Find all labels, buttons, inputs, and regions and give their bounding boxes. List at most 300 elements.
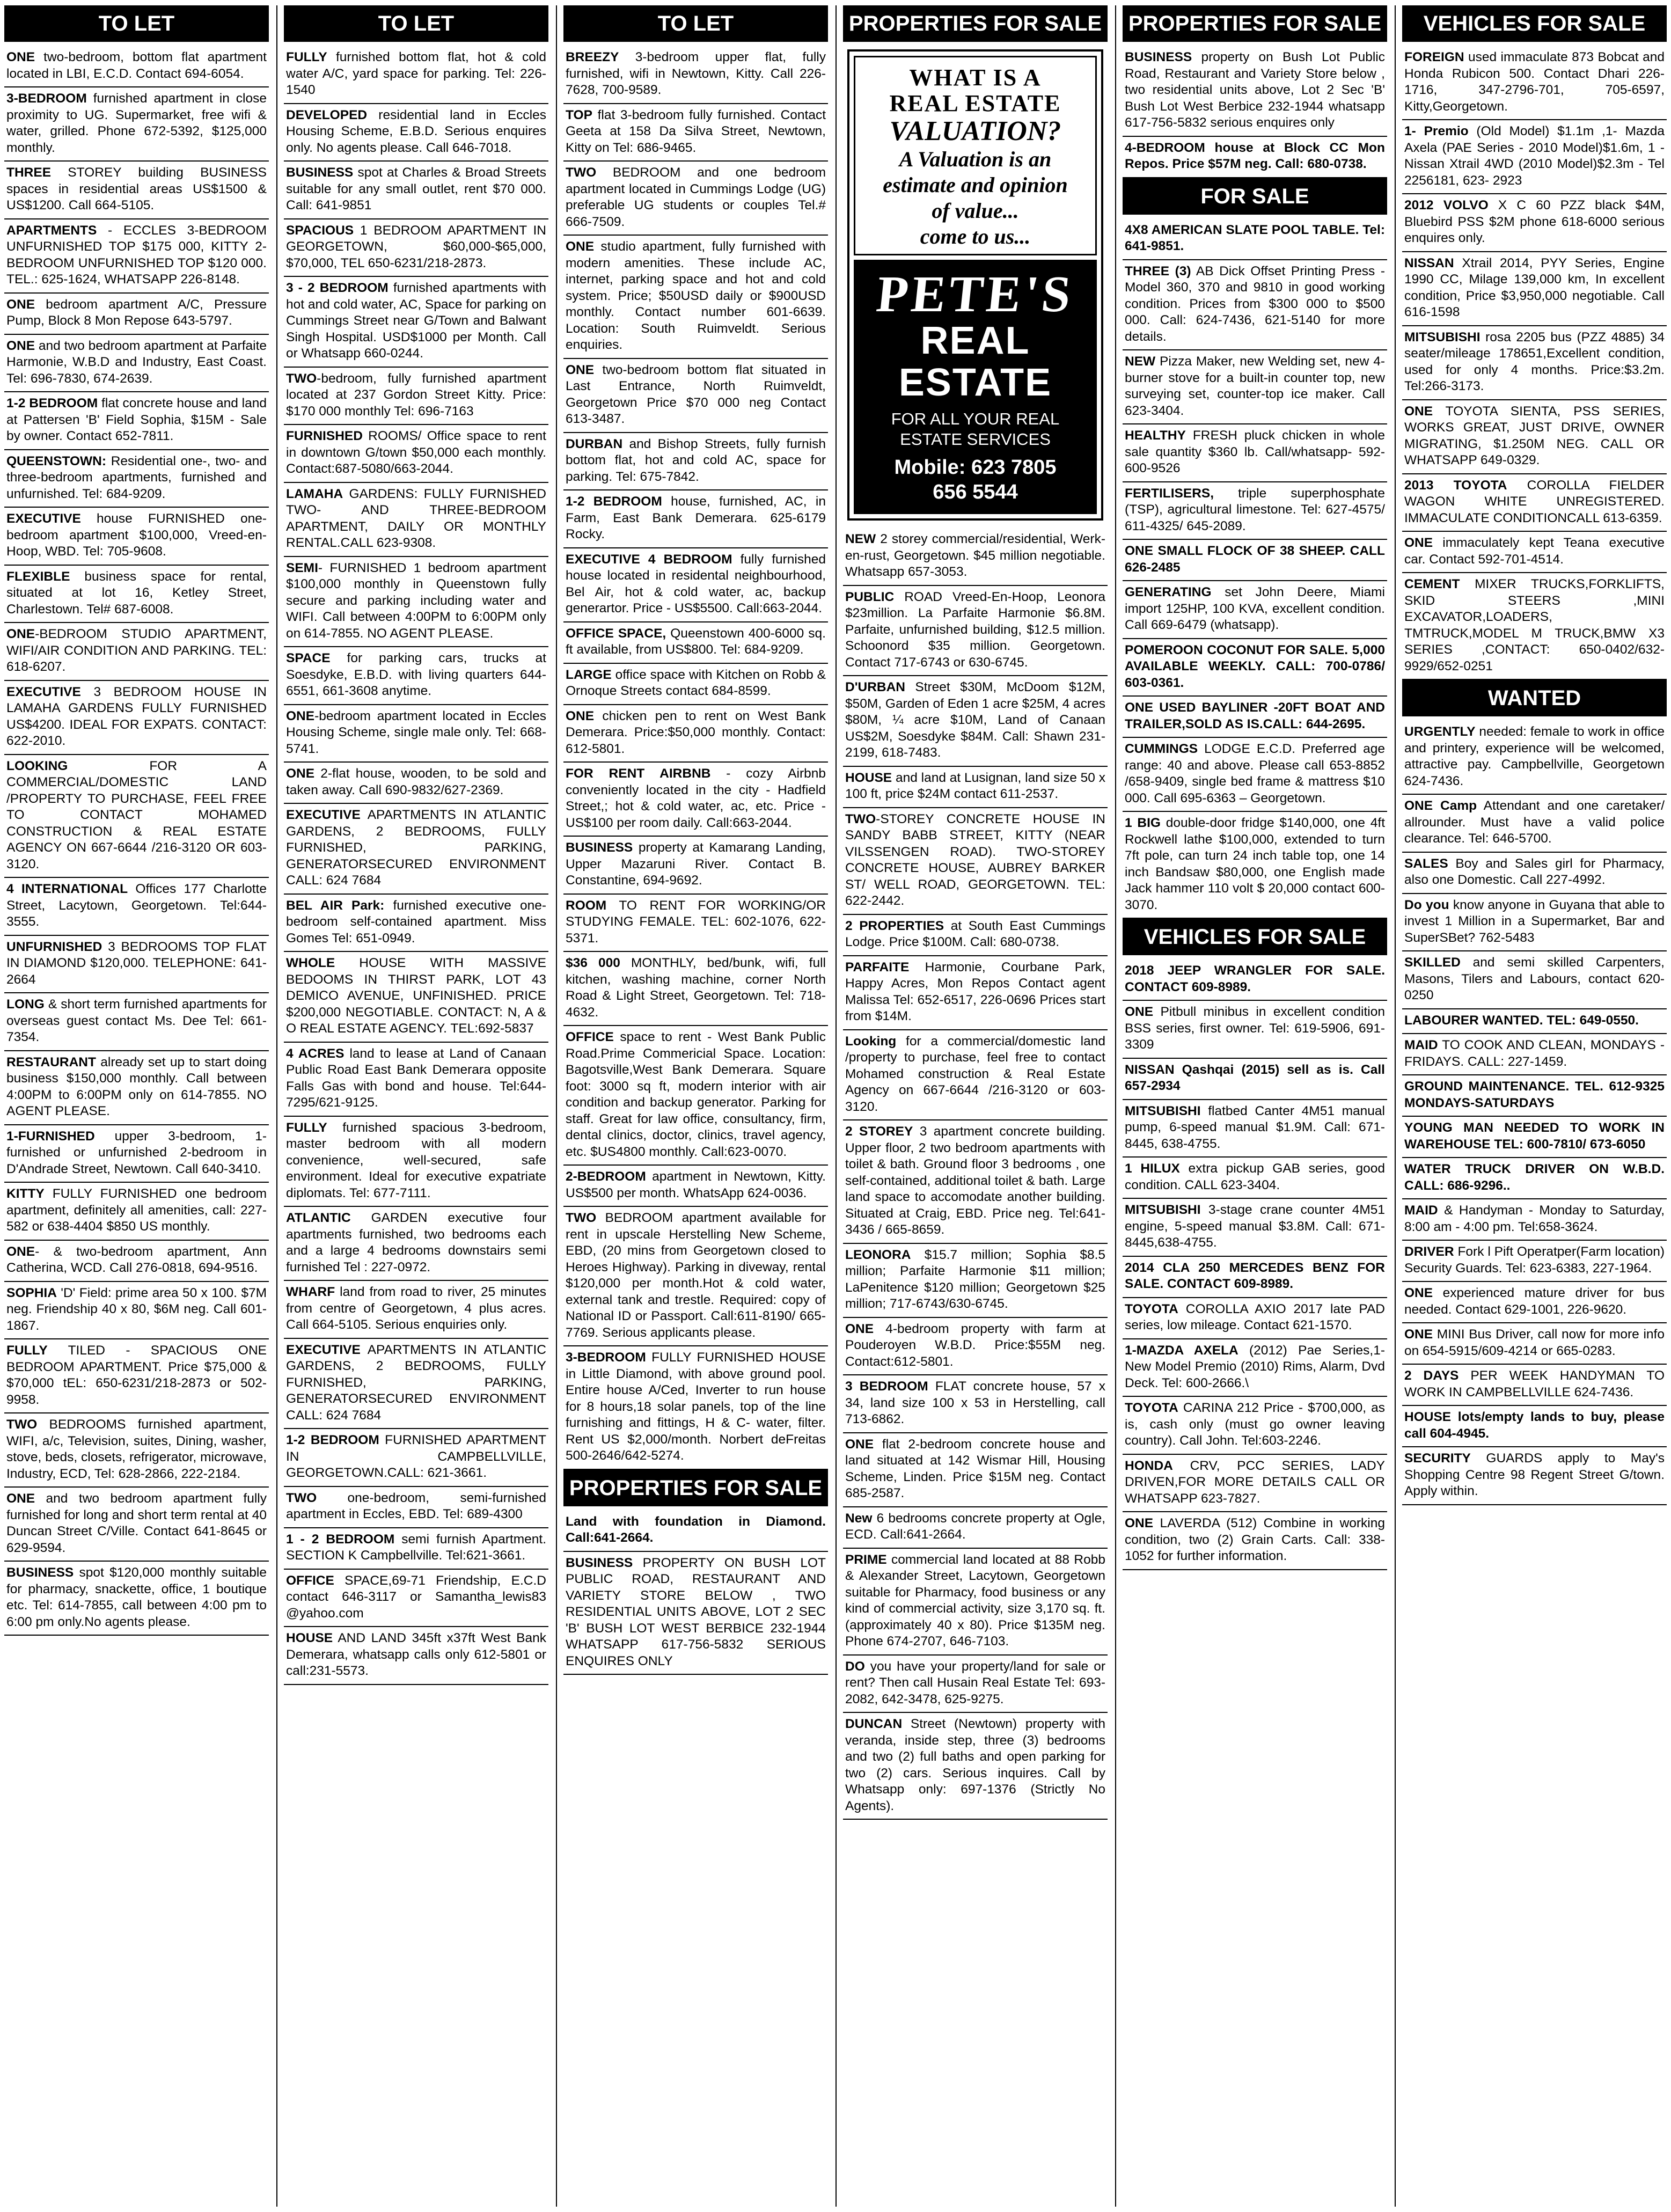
classified-ad bbox=[4, 878, 269, 936]
ad-lead: QUEENSTOWN: bbox=[6, 453, 107, 468]
column-2 bbox=[276, 5, 548, 2207]
ad-lead: TOYOTA bbox=[1125, 1401, 1178, 1415]
classified-ad bbox=[1123, 350, 1387, 424]
ad-lead: EXECUTIVE bbox=[6, 684, 81, 699]
classified-ad bbox=[563, 490, 828, 548]
ad-lead: GROUND MAINTENANCE. TEL. 612-9325 MONDAYS-SATURDAYS bbox=[1404, 1079, 1665, 1110]
section-header-for-sale: FOR SALE bbox=[1123, 178, 1387, 215]
classified-ad bbox=[563, 705, 828, 763]
ad-lead: FURNISHED bbox=[286, 429, 363, 443]
ad-text: Street (Newtown) property with veranda, inside step, three (3) bedrooms and two (2) full baths and open parking for two (2) cars. Serious inquires. Call by Whatsapp only: 697-1376 (Strictly No Agents). bbox=[845, 1717, 1105, 1813]
ad-lead: TWO bbox=[566, 1211, 597, 1225]
ad-text: Land with foundation in Diamond. Call:641-2664. bbox=[566, 1514, 826, 1545]
ad-lead: TWO bbox=[566, 165, 597, 180]
classified-ad bbox=[1123, 1001, 1387, 1059]
classified-ad bbox=[4, 87, 269, 162]
ad-lead: ONE USED BAYLINER -20FT BOAT AND TRAILER,SOLD AS IS.CALL: 644-2695. bbox=[1125, 700, 1385, 731]
section-header-properties-for-sale: PROPERTIES FOR SALE bbox=[1123, 5, 1387, 42]
ad-lead: 2 STOREY bbox=[845, 1124, 913, 1139]
ad-lead: TWO bbox=[845, 811, 876, 826]
ad-text: CARINA 212 Price - $700,000, as is, cash only (must go owner leaving country). Call John. Tel:603-2246. bbox=[1125, 1401, 1385, 1448]
section-header-to-let: TO LET bbox=[284, 5, 548, 42]
ad-lead: HONDA bbox=[1125, 1458, 1173, 1473]
ad-text: already set up to start doing business $150,000 monthly. Call between 4:00PM to 6:00PM only on 614-7855. NO AGENT PLEASE. bbox=[6, 1054, 267, 1118]
classified-ad bbox=[1402, 532, 1667, 573]
ad-lead: FOREIGN bbox=[1404, 50, 1464, 64]
petes-mobile: Mobile: 623 7805 bbox=[894, 456, 1057, 479]
ad-text: & short term furnished apartments for overseas guest contact Ms. Dee Tel: 661-7354. bbox=[6, 997, 267, 1044]
ad-lead: 2 PROPERTIES bbox=[845, 918, 944, 933]
ad-text: flat 3-bedroom fully furnished. Contact Geeta at 158 Da Silva Street, Newtown, Kitty on Tel: 686-9465. bbox=[566, 107, 826, 155]
ad-list bbox=[1402, 721, 1667, 2207]
ad-lead: HOUSE bbox=[286, 1631, 333, 1645]
ad-text: 4-bedroom property with farm at Pouderoyen W.B.D. Price:$55M neg. Contact:612-5801. bbox=[845, 1321, 1105, 1369]
classified-ad bbox=[284, 368, 548, 426]
ad-lead: 2018 JEEP WRANGLER FOR SALE. CONTACT 609-8989. bbox=[1125, 963, 1385, 994]
ad-lead: ONE bbox=[286, 708, 315, 723]
ad-lead: URGENTLY bbox=[1404, 724, 1476, 739]
ad-text: FURNISHED APARTMENT IN CAMPBELLVILLE, GEORGETOWN.CALL: 621-3661. bbox=[286, 1433, 546, 1480]
ad-text: SPACE,69-71 Friendship, E.C.D contact 646-3117 or Samantha_lewis83 @yahoo.com bbox=[286, 1573, 546, 1621]
ad-text: semi furnish Apartment. SECTION K Campbellville. Tel:621-3661. bbox=[286, 1532, 547, 1563]
classified-ad bbox=[1402, 1323, 1667, 1365]
ad-text: fully furnished house located in residental neighbourhood, Bel Air, hot & cold water, ac, backup generartor. Price - US$5500. Call:663-2044. bbox=[566, 552, 826, 616]
ad-lead: NEW bbox=[1125, 354, 1156, 369]
ad-lead: 1 HILUX bbox=[1125, 1161, 1180, 1176]
ad-lead: ONE bbox=[6, 50, 35, 64]
ad-text: you have your property/land for sale or rent? Then call Husain Real Estate Tel: 693-2082, 642-3478, 625-9275. bbox=[845, 1659, 1105, 1706]
ad-text: TILED - SPACIOUS ONE BEDROOM APARTMENT. Price $75,000 & $70,000 tEL: 650-6231/218-2873 or 502-9958. bbox=[6, 1343, 267, 1407]
ad-lead: PRIME bbox=[845, 1552, 887, 1567]
column-4 bbox=[836, 5, 1108, 2207]
classified-ad bbox=[284, 277, 548, 368]
classified-ad bbox=[4, 162, 269, 219]
classified-ad bbox=[1123, 1455, 1387, 1513]
ad-text: BEDROOM apartment available for rent in upscale Herstelling New Scheme, EBD, (20 mins from Georgetown closed to Heroes Highway). Parking in diveway, rental $120,000 per month.Hot & cold water, external tank and trestle. Required: copy of National ID or Passport. Call:611-8190/ 665-7769. Serious applicants please. bbox=[566, 1211, 826, 1340]
classified-ad bbox=[843, 1318, 1108, 1376]
ad-text: Offices 177 Charlotte Street, Lacytown, Georgetown. Tel:644-3555. bbox=[6, 882, 267, 929]
petes-brand-block bbox=[854, 260, 1097, 514]
classified-ad bbox=[4, 755, 269, 878]
ad-lead: 2014 CLA 250 MERCEDES BENZ FOR SALE. CONTACT 609-8989. bbox=[1125, 1260, 1385, 1291]
ad-lead: THREE bbox=[6, 165, 52, 180]
ad-text: Fork l Pift Operatper(Farm location) Security Guards. Tel: 623-6383, 227-1964. bbox=[1404, 1244, 1665, 1276]
ad-lead: 1-FURNISHED bbox=[6, 1129, 95, 1144]
ad-lead: CEMENT bbox=[1404, 577, 1460, 591]
ad-text: PER WEEK HANDYMAN TO WORK IN CAMPBELLVILLE 624-7436. bbox=[1404, 1368, 1665, 1400]
ad-text: experienced mature driver for bus needed. Contact 629-1001, 226-9620. bbox=[1404, 1286, 1665, 1317]
ad-lead: MAID bbox=[1404, 1038, 1438, 1052]
classified-ad bbox=[1402, 1365, 1667, 1406]
ad-lead: ONE bbox=[286, 766, 315, 781]
ad-text: TO COOK AND CLEAN, MONDAYS - FRIDAYS. CALL: 227-1459. bbox=[1404, 1038, 1665, 1069]
classified-ad bbox=[1402, 1009, 1667, 1035]
section-header-vehicles-for-sale: VEHICLES FOR SALE bbox=[1402, 5, 1667, 42]
classified-ad bbox=[1123, 1397, 1387, 1455]
ad-lead: WHARF bbox=[286, 1285, 335, 1299]
classified-ad bbox=[563, 622, 828, 664]
ad-lead: 2012 VOLVO bbox=[1404, 198, 1489, 213]
ad-text: office space with Kitchen on Robb & Ornoque Streets contact 684-8599. bbox=[566, 667, 826, 698]
ad-lead: BUSINESS bbox=[6, 1565, 74, 1580]
classified-ad bbox=[1123, 1257, 1387, 1298]
classified-ad bbox=[1123, 260, 1387, 351]
ad-lead: FULLY bbox=[286, 50, 327, 64]
ad-text: Harmonie, Courbane Park, Happy Acres, Mon Repos Contact agent Malissa Tel: 652-6517, 226-0696 Prices start from $14M. bbox=[845, 959, 1105, 1023]
ad-lead: SOPHIA bbox=[6, 1285, 57, 1300]
column-5 bbox=[1115, 5, 1387, 2207]
ad-list bbox=[1123, 219, 1387, 919]
ad-lead: ONE bbox=[6, 627, 35, 641]
classified-ad bbox=[1402, 400, 1667, 474]
ad-text: house FURNISHED one-bedroom apartment $100,000, Vreed-en-Hoop, WBD. Tel: 705-9608. bbox=[6, 511, 267, 559]
ad-text: property on Bush Lot Public Road, Restaurant and Variety Store below , two residential units above, Lot 2 Sec 'B' Bush Lot West Berbice 232-1944 whatsapp 617-756-5832 serious enquires only bbox=[1125, 50, 1385, 130]
ad-lead: ONE bbox=[6, 297, 35, 312]
ad-text: flatbed Canter 4M51 manual pump, 6-speed manual $1.9M. Call: 671-8445, 638-4755. bbox=[1125, 1103, 1385, 1151]
ad-text: MONTHLY, bed/bunk, wifi, full kitchen, washing machine, corner North Road & Light Street, Georgetown. Tel: 718-4632. bbox=[566, 956, 826, 1020]
petes-tagline: ESTATE SERVICES bbox=[900, 430, 1051, 449]
ad-text: -STOREY CONCRETE HOUSE IN SANDY BABB STREET, KITTY (NEAR VILSSENGEN ROAD). TWO-STOREY CONCRETE HOUSE, AUBREY BARKER ST/ WELL ROAD, GEORGETOWN. TEL: 622-2442. bbox=[845, 811, 1105, 908]
ad-text: ROOMS/ Office space to rent in downtown G/town $50,000 each monthly. Contact:687-5080/663-2044. bbox=[286, 429, 546, 476]
valuation-line: REAL ESTATE bbox=[889, 90, 1061, 116]
ad-text: business space for rental, situated at lot 16, Ketley Street, Charlestown. Tel# 687-6008. bbox=[6, 569, 267, 617]
ad-text: rosa 2205 bus (PZZ 4885) 34 seater/mileage 178651,Excellent condition, used for only 4 months. Price:$3.2m. Tel:266-3173. bbox=[1404, 329, 1665, 393]
ad-lead: YOUNG MAN NEEDED TO WORK IN WAREHOUSE TEL: 600-7810/ 673-6050 bbox=[1404, 1120, 1665, 1152]
ad-lead: 2 DAYS bbox=[1404, 1368, 1459, 1383]
classified-ad bbox=[284, 1487, 548, 1528]
ad-text: BEDROOMS furnished apartment, WIFI, a/c, Television, suites, Dining, washer, stove, beds, closets, refrigerator, microwave, Industry, ECD, Tel: 628-2866, 222-2184. bbox=[6, 1417, 267, 1481]
valuation-line: estimate and opinion bbox=[883, 173, 1068, 197]
classified-ad bbox=[1123, 482, 1387, 540]
ad-text: studio apartment, fully furnished with modern amenities. These include AC, internet, parking space and hot and cold system. Price; $50USD daily or $900USD monthly. Contact number 601-6639. Location: South Ruimveldt. Serious enquiries. bbox=[566, 239, 826, 352]
ad-text: furnished apartment in close proximity to UG. Supermarket, free wifi & water, grilled. Phone 672-5392, $125,000 monthly. bbox=[6, 91, 267, 155]
classified-ad bbox=[843, 1549, 1108, 1656]
ad-text: set John Deere, Miami import 125HP, 100 KVA, excellent condition. Call 669-6479 (whatsapp). bbox=[1125, 585, 1385, 632]
classified-ad bbox=[4, 993, 269, 1051]
ad-lead: 1 - 2 BEDROOM bbox=[286, 1532, 395, 1547]
ad-list bbox=[284, 46, 548, 2207]
ad-lead: LABOURER WANTED. TEL: 649-0550. bbox=[1404, 1013, 1639, 1028]
classified-ad bbox=[1123, 46, 1387, 137]
classified-ad bbox=[284, 895, 548, 953]
ad-text: flat concrete house and land at Pattersen 'B' Field Sophia, $15M - Sale by owner. Contact 652-7811. bbox=[6, 396, 267, 443]
ad-text: FOR A COMMERCIAL/DOMESTIC LAND /PROPERTY TO PURCHASE, FEEL FREE TO CONTACT MOHAMED CONSTRUCTION & REAL ESTATE AGENCY ON 667-6644 /216-3120 OR 603-3120. bbox=[6, 758, 267, 871]
ad-lead: 2013 TOYOTA bbox=[1404, 478, 1507, 493]
classified-ad bbox=[4, 46, 269, 87]
ad-lead: PUBLIC bbox=[845, 589, 895, 604]
classified-ad bbox=[563, 162, 828, 236]
classified-ad bbox=[284, 162, 548, 219]
ad-lead: 1-2 BEDROOM bbox=[286, 1433, 379, 1447]
ad-lead: LARGE bbox=[566, 667, 612, 682]
petes-mobile: 656 5544 bbox=[933, 481, 1018, 503]
classified-ad bbox=[563, 763, 828, 837]
ad-lead: ONE bbox=[566, 362, 595, 377]
ad-text: chicken pen to rent on West Bank Demerara. Price:$50,000 monthly. Contact: 612-5801. bbox=[566, 708, 826, 756]
ad-lead: 2-BEDROOM bbox=[566, 1169, 646, 1184]
ad-text: commercial land located at 88 Robb & Alexander Street, Lacytown, Georgetown suitable for Pharmacy, food business or any kind of commercial activity, size 3,170 sq. ft. (approximately 40 x 80). Price $135M neg. Phone 674-2707, 646-7103. bbox=[845, 1552, 1105, 1649]
ad-list bbox=[1402, 46, 1667, 680]
ad-text: HOUSE WITH MASSIVE BEDOOMS IN THIRST PARK, LOT 43 DEMICO AVENUE, UNFINISHED. PRICE $200,000 NEGOTIABLE. CONTACT: N, A & O REAL ESTATE AGENCY. TEL:692-5837 bbox=[286, 956, 546, 1036]
classified-ad bbox=[843, 1120, 1108, 1244]
classified-ad bbox=[1402, 194, 1667, 252]
section-header-properties-for-sale: PROPERTIES FOR SALE bbox=[563, 1470, 828, 1506]
petes-logo-subtitle: REAL ESTATE bbox=[898, 319, 1052, 404]
classified-ad bbox=[1402, 1117, 1667, 1158]
classified-ad bbox=[4, 1183, 269, 1241]
ad-text: BEDROOM and one bedroom apartment located in Cummings Lodge (UG) preferable UG students or couples Tel.# 666-7509. bbox=[566, 165, 826, 229]
ad-lead: APARTMENTS bbox=[6, 223, 97, 238]
ad-lead: TWO bbox=[6, 1417, 38, 1432]
ad-list bbox=[1123, 46, 1387, 178]
classified-ad bbox=[4, 219, 269, 294]
ad-text: APARTMENTS IN ATLANTIC GARDENS, 2 BEDROOMS, FULLY FURNISHED, PARKING, GENERATORSECURED ENVIRONMENT CALL: 624 7684 bbox=[286, 808, 546, 888]
ad-text: immaculately kept Teana executive car. Contact 592-701-4514. bbox=[1404, 536, 1665, 567]
ad-lead: PARFAITE bbox=[845, 959, 910, 975]
ad-lead: ROOM bbox=[566, 898, 607, 913]
classified-ad bbox=[4, 1282, 269, 1340]
ad-text: -bedroom apartment located in Eccles Housing Scheme, single male only. Tel: 668-5741. bbox=[286, 708, 546, 756]
ad-lead: ONE bbox=[1404, 1286, 1433, 1300]
ad-text: MIXER TRUCKS,FORKLIFTS, SKID STEERS ,MINI EXCAVATOR,LOADERS, TMTRUCK,MODEL M TRUCK,BMW X3 SERIES ,CONTACT: 650-0402/632-9929/652-0251 bbox=[1404, 577, 1665, 673]
ad-text: AND LAND 345ft x37ft West Bank Demerara, whatsapp calls only 612-5801 or call:231-5573. bbox=[286, 1631, 546, 1678]
ad-lead: THREE (3) bbox=[1125, 263, 1191, 279]
ad-text: land to lease at Land of Canaan Public Road East Bank Demerara opposite Falls Gas with bond and house. Tel:644-7295/621-9125. bbox=[286, 1046, 546, 1110]
classified-ad bbox=[284, 557, 548, 648]
classified-ad bbox=[4, 335, 269, 393]
ad-lead: SEMI bbox=[286, 560, 318, 575]
classified-ad bbox=[4, 450, 269, 508]
ad-lead: $36 000 bbox=[566, 956, 620, 970]
classified-ad bbox=[1402, 721, 1667, 795]
classified-ad bbox=[1402, 1034, 1667, 1075]
ad-text: 3 BEDROOM HOUSE IN LAMAHA GARDENS FULLY FURNISHED US$4200. IDEAL FOR EXPATS. CONTACT: 622-2010. bbox=[6, 684, 267, 748]
classified-ad bbox=[284, 1627, 548, 1685]
ad-lead: DRIVER bbox=[1404, 1244, 1454, 1259]
classified-ad bbox=[1402, 894, 1667, 952]
classified-ad bbox=[284, 647, 548, 705]
ad-text: TO RENT FOR WORKING/OR STUDYING FEMALE. TEL: 602-1076, 622-5371. bbox=[566, 898, 826, 946]
classified-ad bbox=[4, 623, 269, 681]
ad-lead: UNFURNISHED bbox=[6, 939, 102, 954]
classified-ad bbox=[1402, 326, 1667, 400]
ad-lead: ONE bbox=[566, 708, 595, 723]
classified-ad bbox=[843, 1713, 1108, 1820]
section-header-properties-for-sale: PROPERTIES FOR SALE bbox=[843, 5, 1108, 42]
ad-lead: Looking bbox=[845, 1034, 897, 1049]
ad-lead: ONE bbox=[1125, 1005, 1154, 1019]
ad-text: space to rent - West Bank Public Road.Prime Commericial Space. Location: Bagotsville,West Bank Demerara. Square foot: 3000 sq ft, modern interior with air condition and backup generator. Parking for staff. Great for law office, consultancy, firm, dental clinics, doctor, clinics, travel agency, etc. $US4800 monthly. Call:623-0070. bbox=[566, 1030, 826, 1159]
classified-ad bbox=[1402, 120, 1667, 194]
classified-ad bbox=[563, 1346, 828, 1470]
ad-lead: SECURITY bbox=[1404, 1451, 1471, 1466]
ad-lead: ONE bbox=[6, 1491, 35, 1506]
ad-text: - FURNISHED 1 bedroom apartment $100,000 monthly in Queenstown fully secure and parking including water and WIFI. Call between 4:00PM to 6:00PM only on 614-7855. NO AGENT PLEASE. bbox=[286, 560, 546, 641]
classified-ad bbox=[284, 1570, 548, 1628]
section-header-to-let: TO LET bbox=[4, 5, 269, 42]
ad-text: COROLLA AXIO 2017 late PAD series, low mileage. Contact 621-1570. bbox=[1125, 1301, 1385, 1332]
ad-lead: KITTY bbox=[6, 1186, 45, 1201]
ad-lead: HOUSE bbox=[845, 770, 892, 785]
ad-text: triple superphosphate (TSP), agricultural limestone. Tel: 627-4575/ 611-4325/ 645-2089. bbox=[1125, 486, 1385, 533]
ad-text: extra pickup GAB series, good condition. CALL 623-3404. bbox=[1125, 1161, 1385, 1192]
classified-ad bbox=[1123, 581, 1387, 639]
ad-lead: LEONORA bbox=[845, 1247, 911, 1262]
ad-text: FLAT concrete house, 57 x 34, land size 100 x 53 in Herstelling, call 713-6862. bbox=[845, 1379, 1105, 1426]
classified-ad bbox=[843, 586, 1108, 677]
ad-lead: ONE bbox=[845, 1321, 874, 1336]
ad-text: one-bedroom, semi-furnished apartment in Eccles, EBD. Tel: 689-4300 bbox=[286, 1490, 546, 1521]
ad-lead: EXECUTIVE bbox=[286, 808, 361, 822]
classified-ad bbox=[1402, 252, 1667, 326]
ad-text: know anyone in Guyana that able to invest 1 Million in a Supermarket, Bar and SuperSBet? 762-5483 bbox=[1404, 897, 1665, 945]
classified-ad bbox=[563, 1511, 828, 1552]
classified-ad bbox=[1123, 1512, 1387, 1570]
ad-lead: DURBAN bbox=[566, 436, 623, 451]
classified-ad bbox=[843, 1507, 1108, 1549]
classified-ad bbox=[284, 104, 548, 162]
classified-ad bbox=[1123, 639, 1387, 697]
ad-lead: ATLANTIC bbox=[286, 1211, 351, 1225]
ad-lead: TWO bbox=[286, 1490, 317, 1505]
ad-text: FULLY FURNISHED HOUSE in Little Diamond, with above ground pool. Entire house A/Ced, Inverter to run house for 8 hours,18 solar panels, top of the line furnishing and fittings, H & C- water, filter. Rent US $2,000/month. Norbert deFreitas 500-2646/642-5274. bbox=[566, 1350, 826, 1463]
classified-ad bbox=[563, 236, 828, 359]
valuation-line: VALUATION? bbox=[889, 116, 1061, 147]
classified-ad bbox=[563, 1207, 828, 1346]
classified-ad bbox=[284, 46, 548, 104]
classified-ad bbox=[1123, 1298, 1387, 1339]
ad-list bbox=[563, 1511, 828, 2207]
classified-ad bbox=[563, 548, 828, 622]
classified-ad bbox=[563, 1552, 828, 1675]
ad-lead: LAMAHA bbox=[286, 486, 343, 501]
ad-text: Attendant and one caretaker/ allrounder. Must have a valid police clearance. Tel: 646-5700. bbox=[1404, 799, 1665, 846]
ad-text: at South East Cummings Lodge. Price $100M. Call: 680-0738. bbox=[845, 918, 1105, 949]
classified-ad bbox=[284, 219, 548, 277]
ad-text: Pitbull minibus in excellent condition BSS series, first owner. Tel: 619-5906, 691-3309 bbox=[1125, 1005, 1385, 1052]
ad-text: furnished apartments with hot and cold water, AC, Space for parking on Cummings Street near G/Town and Balwant Singh Hospital. USD$1000 per Month. Call or Whatsapp 660-0244. bbox=[286, 281, 546, 361]
classified-ad bbox=[284, 1281, 548, 1339]
classified-ad bbox=[1402, 853, 1667, 894]
ad-text: - ECCLES 3-BEDROOM UNFURNISHED TOP $175 000, KITTY 2-BEDROOM UNFURNISHED TOP $120 000. TEL.: 625-1624, WHATSAPP 226-8148. bbox=[6, 223, 267, 287]
ad-text: CRV, PCC SERIES, LADY DRIVEN,FOR MORE DETAILS CALL OR WHATSAPP 623-7827. bbox=[1125, 1458, 1385, 1506]
ad-text: Xtrail 2014, PYY Series, Engine 1990 CC, Milage 139,000 km, In excellent condition, Price $3,950,000 negotiable. Call 616-1598 bbox=[1404, 255, 1665, 319]
classified-ad bbox=[4, 1051, 269, 1125]
ad-text: 2-flat house, wooden, to be sold and taken away. Call 690-9832/627-2369. bbox=[286, 766, 546, 797]
classified-ad bbox=[843, 1656, 1108, 1713]
classified-ad bbox=[843, 808, 1108, 915]
ad-text: two-bedroom bottom flat situated in Last Entrance, North Ruimveldt, Georgetown Price $70 000 neg Contact 613-3487. bbox=[566, 362, 826, 426]
ad-text: flat 2-bedroom concrete house and land situated at 142 Wismar Hill, Housing Scheme, Linden. Price $15M neg. Contact 685-2587. bbox=[845, 1437, 1105, 1500]
ad-text: 2 storey commercial/residential, Werk-en-rust, Georgetown. $45 million negotiable. Whatsapp 657-3053. bbox=[845, 532, 1105, 579]
ad-text: for a commercial/domestic land /property to purchase, feel free to contact Mohamed construction & Real Estate Agency on 667-6644 /216-3120 or 603-3120. bbox=[845, 1034, 1105, 1114]
ad-lead: OFFICE SPACE, bbox=[566, 626, 666, 641]
classified-ad bbox=[1402, 1447, 1667, 1505]
classified-ad bbox=[284, 804, 548, 895]
ad-text: property at Kamarang Landing, Upper Mazaruni River. Contact B. Constantine, 694-9692. bbox=[566, 840, 826, 888]
ad-lead: EXECUTIVE bbox=[6, 511, 81, 526]
ad-text: PROPERTY ON BUSH LOT PUBLIC ROAD, RESTAURANT AND VARIETY STORE BELOW , TWO RESIDENTIAL UNITS ABOVE, LOT 2 SEC 'B' BUSH LOT WEST BERBICE 232-1944 WHATSAPP 617-756-5832 SERIOUS ENQUIRES ONLY bbox=[566, 1555, 826, 1668]
ad-lead: FLEXIBLE bbox=[6, 569, 70, 584]
ad-text: spot $120,000 monthly suitable for pharmacy, snackette, office, 1 boutique etc. Tel: 614-7855, call between 4:00 pm to 6:00 pm only.No agents please. bbox=[6, 1565, 267, 1629]
classified-ad bbox=[1123, 424, 1387, 482]
ad-text: $15.7 million; Sophia $8.5 million; Parfaite Harmonie $11 million; LaPenitence $120 million; Georgetown $25 million; 717-6743/630-6745. bbox=[845, 1247, 1105, 1311]
ad-text: ROAD Vreed-En-Hoop, Leonora $23million. La Parfaite Harmonie $6.8M. Parfaite, unfurnished building, $12.5 million. Schoonord $35 million. Georgetown. Contact 717-6743 or 630-6745. bbox=[845, 589, 1105, 670]
ad-lead: TOYOTA bbox=[1125, 1301, 1178, 1316]
classified-ad bbox=[843, 1030, 1108, 1121]
ad-lead: NEW bbox=[845, 532, 876, 546]
ad-text: MINI Bus Driver, call now for more info on 654-5915/609-4214 or 665-0283. bbox=[1404, 1327, 1665, 1358]
classified-ad bbox=[843, 1433, 1108, 1507]
classified-ad bbox=[1402, 1241, 1667, 1282]
ad-lead: FULLY bbox=[6, 1343, 48, 1358]
ad-lead: LOOKING bbox=[6, 758, 68, 773]
ad-lead: D'URBAN bbox=[845, 680, 905, 694]
classified-ad bbox=[4, 681, 269, 755]
ad-text: Boy and Sales girl for Pharmacy, also one Domestic. Call 227-4992. bbox=[1404, 856, 1665, 887]
classified-ad bbox=[563, 664, 828, 705]
classified-ad bbox=[563, 1026, 828, 1166]
ad-text: COROLLA FIELDER WAGON WHITE UNREGISTERED. IMMACULATE CONDITIONCALL 613-6359. bbox=[1404, 478, 1665, 525]
classified-ad bbox=[843, 1244, 1108, 1318]
classified-ad bbox=[4, 566, 269, 624]
classified-ad bbox=[1402, 1199, 1667, 1241]
ad-text: LAVERDA (512) Combine in working condition, two (2) Grain Carts. Call: 338-1052 for further information. bbox=[1125, 1516, 1385, 1563]
ad-text: land from road to river, 25 minutes from centre of Georgetown, 4 plus acres. Call 664-5105. Serious enquiries only. bbox=[286, 1285, 546, 1332]
ad-text: AB Dick Offset Printing Press - Model 360, 370 and 9810 in good working condition. Prices from $300 000 to $500 000. Call: 624-7436, 621-5140 for more details. bbox=[1125, 263, 1385, 344]
ad-text: -BEDROOM STUDIO APARTMENT, WIFI/AIR CONDITION AND PARKING. TEL: 618-6207. bbox=[6, 627, 267, 674]
ad-text: bedroom apartment A/C, Pressure Pump, Block 8 Mon Repose 643-5797. bbox=[6, 297, 267, 328]
ad-lead: TOP bbox=[566, 107, 592, 122]
ad-text: FRESH pluck chicken in whole sale quantity $360 lb. Call/whatsapp- 592-600-9526 bbox=[1125, 428, 1385, 475]
ad-text: and land at Lusignan, land size 50 x 100 ft, price $24M contact 611-2537. bbox=[845, 770, 1105, 801]
ad-lead: ONE bbox=[1404, 404, 1433, 419]
ad-text: LODGE E.C.D. Preferred age range: 40 and above. Please call 653-8852 /658-9409, single bed frame & mattress $10 000. Call 695-6363 – Georgetown. bbox=[1125, 742, 1385, 805]
classified-ad bbox=[563, 837, 828, 895]
classified-ad bbox=[284, 1207, 548, 1281]
classified-ad bbox=[1402, 1406, 1667, 1447]
ad-text: needed: female to work in office and printery, experience will be welcomed, attractive pay. Campbellville, Georgetown 624-7436. bbox=[1404, 724, 1665, 788]
ad-lead: OFFICE bbox=[286, 1573, 334, 1588]
classified-ad bbox=[1123, 219, 1387, 260]
ad-text: used immaculate 873 Bobcat and Honda Rubicon 500. Contact Dhari 226-1716, 347-2796-701, 705-6597, Kitty,Georgetown. bbox=[1404, 50, 1665, 114]
ad-lead: 3-BEDROOM bbox=[566, 1350, 646, 1365]
classified-ad bbox=[563, 433, 828, 491]
ad-text: GARDENS: FULLY FURNISHED TWO- AND THREE-BEDROOM APARTMENT, DAILY OR MONTHLY RENTAL.CALL 623-9308. bbox=[286, 486, 546, 550]
ad-text: (Old Model) $1.1m ,1- Mazda Axela (PAE Series - 2010 Model)$1.6m, 1 - Nissan Xtrail 4WD (2010 Model)$2.3m - Tel 2256181, 623- 2923 bbox=[1404, 124, 1665, 188]
classified-ad bbox=[843, 915, 1108, 956]
classified-ad bbox=[1402, 1282, 1667, 1323]
classified-ad bbox=[1123, 738, 1387, 812]
ad-lead: GENERATING bbox=[1125, 585, 1212, 599]
ad-lead: BUSINESS bbox=[1125, 50, 1192, 64]
ad-lead: EXECUTIVE 4 BEDROOM bbox=[566, 552, 732, 567]
ad-lead: MITSUBISHI bbox=[1125, 1103, 1201, 1118]
ad-text: Pizza Maker, new Welding set, new 4-burner stove for a built-in counter top, new surveying set, counter-top ice maker. Call 623-3404. bbox=[1125, 354, 1385, 418]
classified-ad bbox=[563, 895, 828, 953]
ad-text: and two bedroom apartment at Parfaite Harmonie, W.B.D and Industry, East Coast. Tel: 696-7830, 674-2639. bbox=[6, 338, 267, 386]
classified-ad bbox=[284, 1429, 548, 1487]
ad-text: Street $30M, McDoom $12M, $50M, Garden of Eden 1 acre $25M, 4 acres $80M, ¼ acre $10M, Land of Canaan US$2M, Soesdyke $84M. Call: Shawn 231-2199, 618-7483. bbox=[845, 680, 1105, 760]
classified-ad bbox=[4, 936, 269, 994]
classified-ad bbox=[4, 294, 269, 335]
ad-lead: FULLY bbox=[286, 1120, 327, 1135]
ad-text: furnished bottom flat, hot & cold water A/C, yard space for parking. Tel: 226-1540 bbox=[286, 50, 546, 97]
classified-ad bbox=[4, 1413, 269, 1488]
column-3 bbox=[556, 5, 828, 2207]
ad-lead: 4-BEDROOM bbox=[1125, 140, 1205, 155]
ad-lead: WHOLE bbox=[286, 956, 335, 970]
